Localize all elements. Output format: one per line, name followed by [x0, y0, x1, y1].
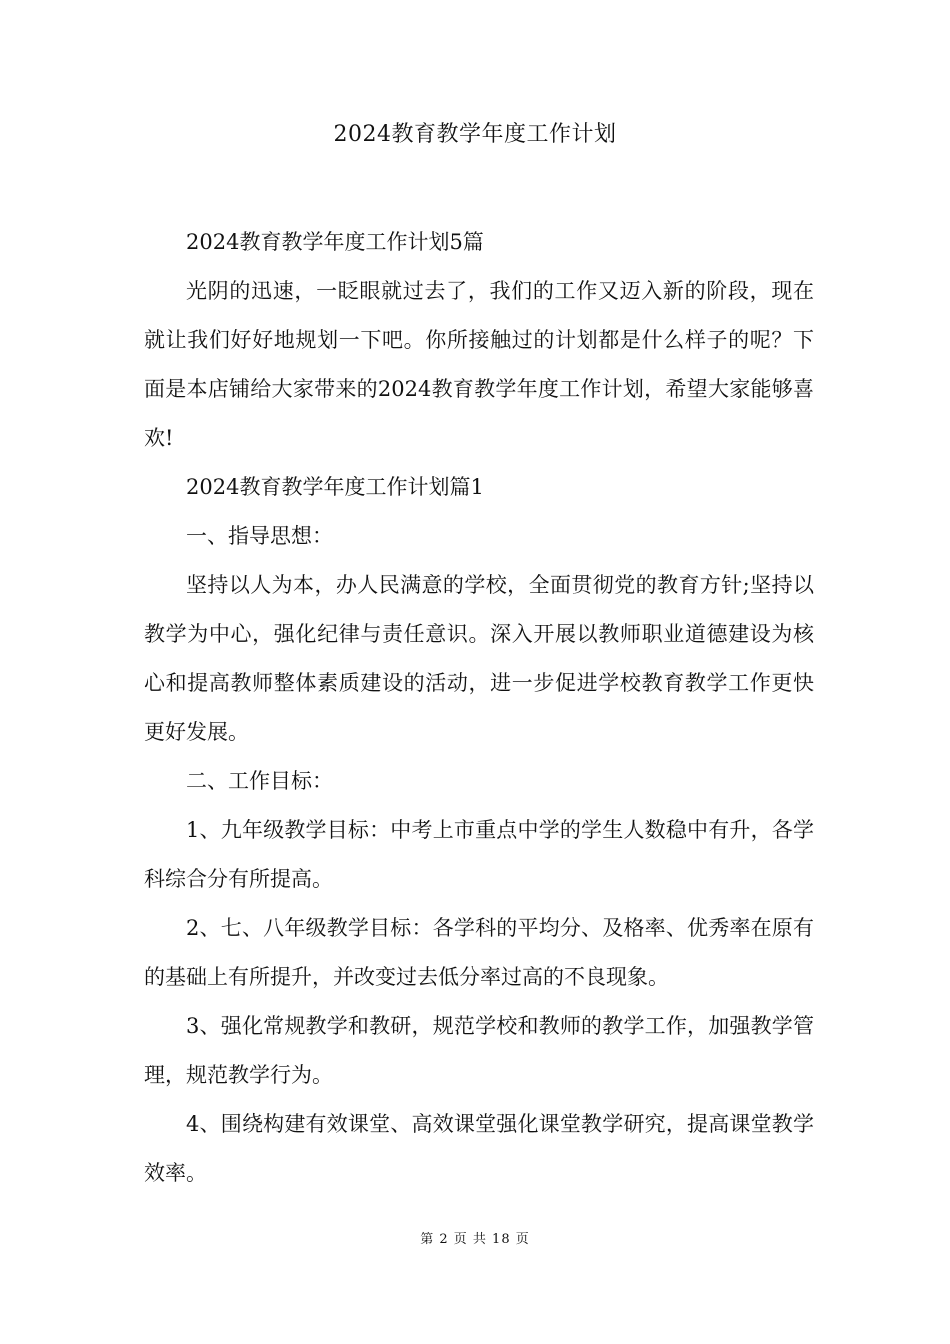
page-number-footer: 第 2 页 共 18 页 — [420, 1232, 530, 1247]
document-title: 2024教育教学年度工作计划 — [333, 122, 617, 147]
paragraph-section-work-goals: 二、工作目标： — [186, 769, 333, 793]
paragraph-guiding-ideology-text: 坚持以人为本，办人民满意的学校，全面贯彻党的教育方针;坚持以教学为中心，强化纪律与责任意识。深入开展以教师职业道德建设为核心和提高教师整体素质建设的活动，进一步促进学校教育教学工作更快更好发展。 — [144, 573, 814, 744]
paragraph-goal-4: 4、围绕构建有效课堂、高效课堂强化课堂教学研究，提高课堂教学效率。 — [144, 1112, 814, 1185]
paragraph-goal-1: 1、九年级教学目标：中考上市重点中学的学生人数稳中有升，各学科综合分有所提高。 — [144, 818, 814, 891]
document-body — [144, 218, 814, 1198]
paragraph-subtitle: 2024教育教学年度工作计划5篇 — [186, 230, 484, 254]
paragraph-heading-part-1: 2024教育教学年度工作计划篇1 — [186, 475, 484, 499]
paragraph-goal-3: 3、强化常规教学和教研，规范学校和教师的教学工作，加强教学管理，规范教学行为。 — [144, 1014, 814, 1087]
paragraph-intro: 光阴的迅速，一眨眼就过去了，我们的工作又迈入新的阶段，现在就让我们好好地规划一下吧。你所接触过的计划都是什么样子的呢？下面是本店铺给大家带来的2024教育教学年度工作计划，希望大家能够喜欢! — [144, 279, 814, 450]
paragraph-section-guiding-ideology: 一、指导思想： — [186, 524, 333, 548]
paragraph-goal-2: 2、七、八年级教学目标：各学科的平均分、及格率、优秀率在原有的基础上有所提升，并改变过去低分率过高的不良现象。 — [144, 916, 814, 989]
